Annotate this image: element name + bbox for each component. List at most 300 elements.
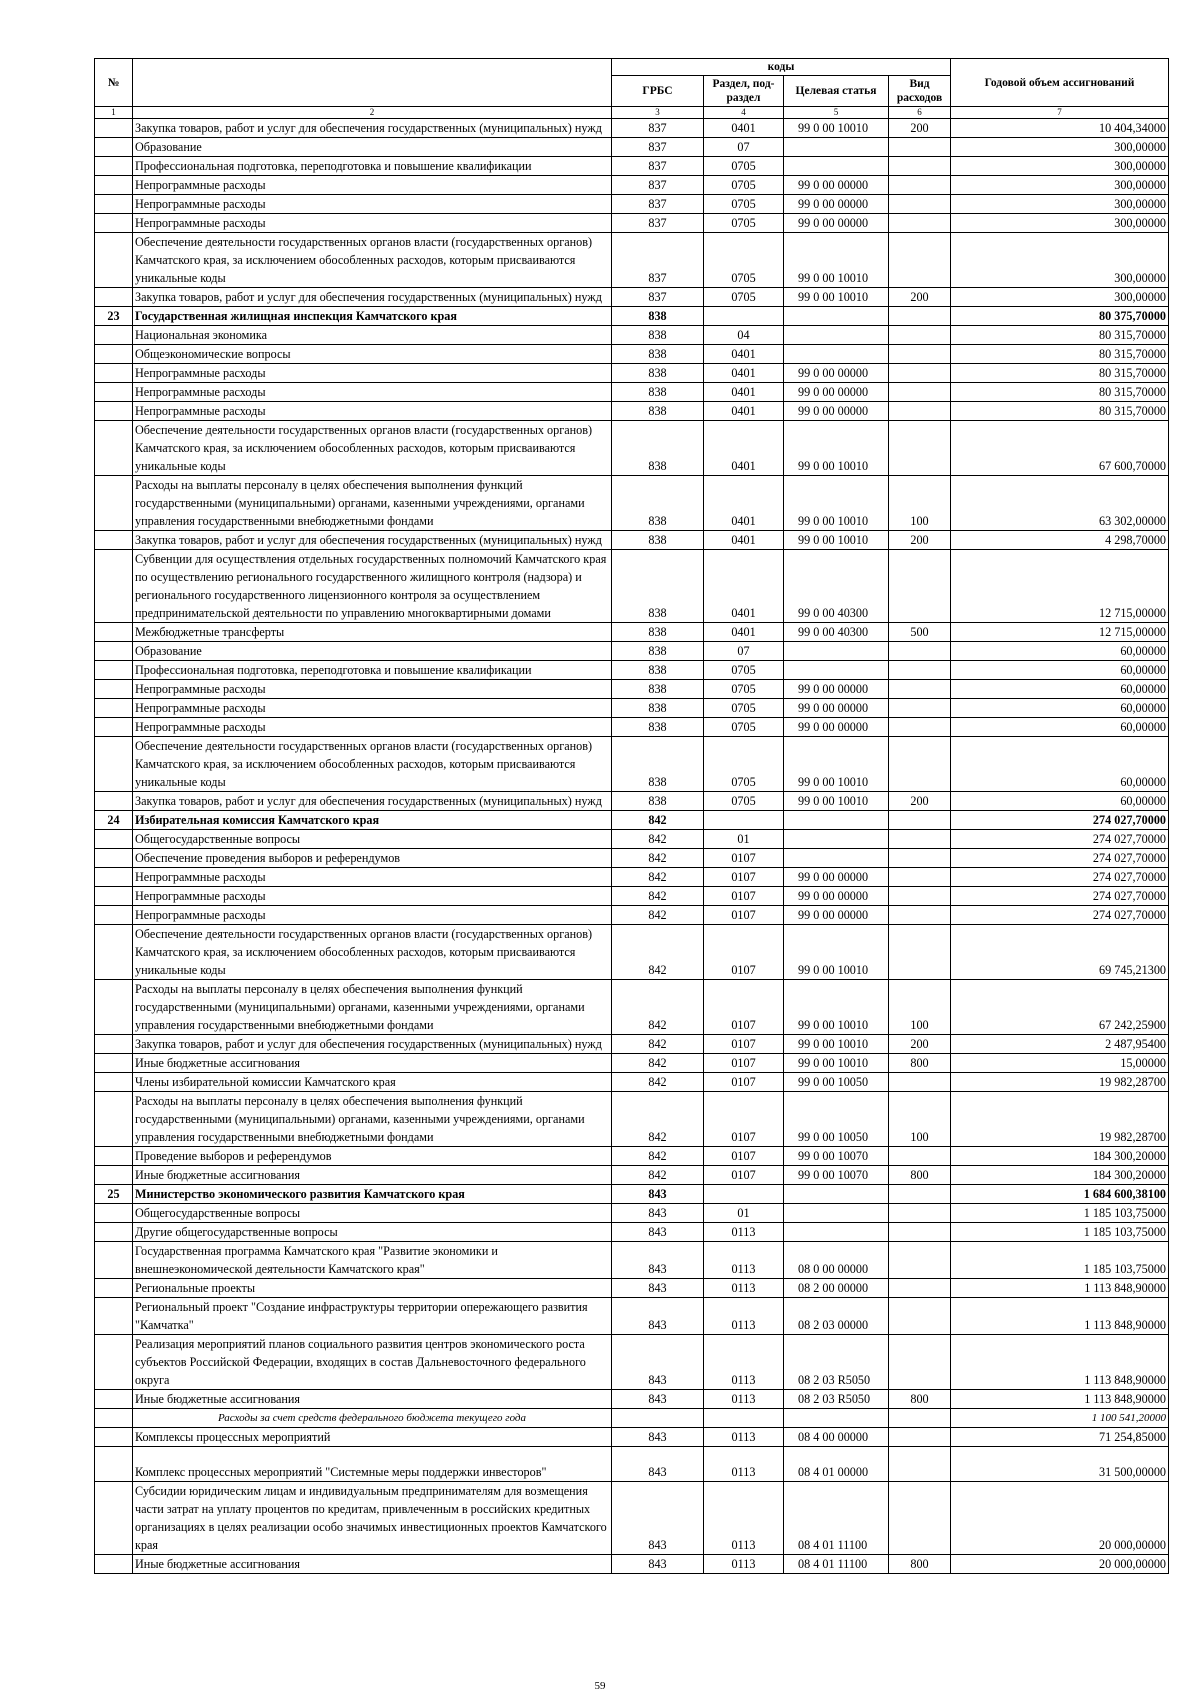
row-expense-type <box>889 421 951 476</box>
row-target-article <box>784 157 889 176</box>
row-razdel: 01 <box>704 830 784 849</box>
row-amount: 1 185 103,75000 <box>951 1204 1169 1223</box>
row-name: Непрограммные расходы <box>133 176 612 195</box>
row-expense-type <box>889 737 951 792</box>
row-target-article: 99 0 00 10010 <box>784 119 889 138</box>
row-target-article <box>784 661 889 680</box>
row-grbs: 838 <box>612 680 704 699</box>
row-expense-type <box>889 214 951 233</box>
column-number-row <box>95 107 1169 119</box>
row-target-article <box>784 830 889 849</box>
header-codes: коды <box>612 59 951 76</box>
table-row <box>95 1298 1169 1335</box>
row-razdel: 0705 <box>704 680 784 699</box>
row-razdel: 0401 <box>704 119 784 138</box>
row-grbs: 838 <box>612 476 704 531</box>
row-razdel: 0705 <box>704 176 784 195</box>
row-target-article: 99 0 00 40300 <box>784 550 889 623</box>
row-number: 25 <box>95 1185 133 1204</box>
row-name: Непрограммные расходы <box>133 699 612 718</box>
row-name: Непрограммные расходы <box>133 214 612 233</box>
row-target-article <box>784 1409 889 1428</box>
row-razdel: 0113 <box>704 1428 784 1447</box>
row-name: Государственная жилищная инспекция Камчатского края <box>133 307 612 326</box>
row-expense-type <box>889 138 951 157</box>
row-amount: 1 185 103,75000 <box>951 1223 1169 1242</box>
row-amount: 184 300,20000 <box>951 1147 1169 1166</box>
row-amount: 300,00000 <box>951 176 1169 195</box>
row-amount: 300,00000 <box>951 233 1169 288</box>
row-number <box>95 1166 133 1185</box>
row-name: Закупка товаров, работ и услуг для обеспечения государственных (муниципальных) нужд <box>133 792 612 811</box>
row-name: Закупка товаров, работ и услуг для обеспечения государственных (муниципальных) нужд <box>133 119 612 138</box>
table-row <box>95 1242 1169 1279</box>
col-number: 5 <box>784 107 889 119</box>
row-target-article <box>784 811 889 830</box>
row-grbs: 842 <box>612 1073 704 1092</box>
row-expense-type <box>889 1428 951 1447</box>
row-name: Общеэкономические вопросы <box>133 345 612 364</box>
row-razdel: 0113 <box>704 1223 784 1242</box>
row-target-article <box>784 326 889 345</box>
row-target-article: 99 0 00 10070 <box>784 1166 889 1185</box>
row-number <box>95 906 133 925</box>
row-name: Региональный проект "Создание инфраструктуры территории опережающего развития "Камчатка" <box>133 1298 612 1335</box>
budget-table-container <box>94 58 1168 1574</box>
row-grbs <box>612 1409 704 1428</box>
row-razdel: 0107 <box>704 1147 784 1166</box>
row-amount: 274 027,70000 <box>951 868 1169 887</box>
row-razdel: 0107 <box>704 1166 784 1185</box>
row-expense-type <box>889 849 951 868</box>
table-row <box>95 307 1169 326</box>
row-target-article <box>784 1185 889 1204</box>
row-number <box>95 623 133 642</box>
row-expense-type <box>889 1242 951 1279</box>
row-expense-type <box>889 642 951 661</box>
row-target-article: 99 0 00 10010 <box>784 1054 889 1073</box>
row-target-article: 08 2 00 00000 <box>784 1279 889 1298</box>
row-grbs: 838 <box>612 792 704 811</box>
row-number <box>95 288 133 307</box>
row-grbs: 838 <box>612 737 704 792</box>
row-expense-type <box>889 1447 951 1482</box>
row-target-article: 99 0 00 00000 <box>784 718 889 737</box>
row-razdel: 0113 <box>704 1447 784 1482</box>
row-grbs: 837 <box>612 214 704 233</box>
row-grbs: 843 <box>612 1223 704 1242</box>
row-number <box>95 1035 133 1054</box>
row-amount: 80 375,70000 <box>951 307 1169 326</box>
row-grbs: 843 <box>612 1428 704 1447</box>
table-row <box>95 1223 1169 1242</box>
row-number <box>95 792 133 811</box>
row-grbs: 837 <box>612 288 704 307</box>
row-target-article: 99 0 00 10010 <box>784 980 889 1035</box>
row-number <box>95 868 133 887</box>
row-razdel: 0107 <box>704 925 784 980</box>
col-number: 7 <box>951 107 1169 119</box>
row-name: Члены избирательной комиссии Камчатского края <box>133 1073 612 1092</box>
row-razdel: 0107 <box>704 849 784 868</box>
row-name: Иные бюджетные ассигнования <box>133 1390 612 1409</box>
row-amount: 60,00000 <box>951 642 1169 661</box>
table-row <box>95 1204 1169 1223</box>
row-target-article <box>784 345 889 364</box>
row-number <box>95 1555 133 1574</box>
row-number <box>95 1447 133 1482</box>
row-name: Расходы на выплаты персоналу в целях обеспечения выполнения функций государственными (муниципальными) органами, казенными учреждениями, органами управления государственными внебюджетными фондами <box>133 1092 612 1147</box>
row-amount: 71 254,85000 <box>951 1428 1169 1447</box>
row-target-article: 99 0 00 00000 <box>784 680 889 699</box>
row-name: Непрограммные расходы <box>133 195 612 214</box>
table-row <box>95 980 1169 1035</box>
table-row <box>95 383 1169 402</box>
row-target-article: 99 0 00 00000 <box>784 868 889 887</box>
row-name: Непрограммные расходы <box>133 718 612 737</box>
row-grbs: 837 <box>612 233 704 288</box>
row-target-article: 08 4 00 00000 <box>784 1428 889 1447</box>
row-expense-type: 800 <box>889 1555 951 1574</box>
row-expense-type <box>889 680 951 699</box>
row-number <box>95 1428 133 1447</box>
row-razdel: 0705 <box>704 699 784 718</box>
row-name: Образование <box>133 138 612 157</box>
row-number <box>95 476 133 531</box>
row-amount: 60,00000 <box>951 718 1169 737</box>
row-amount: 31 500,00000 <box>951 1447 1169 1482</box>
row-razdel: 0705 <box>704 233 784 288</box>
row-grbs: 843 <box>612 1555 704 1574</box>
row-number <box>95 849 133 868</box>
row-grbs: 838 <box>612 642 704 661</box>
row-name: Непрограммные расходы <box>133 887 612 906</box>
table-row <box>95 925 1169 980</box>
row-amount: 274 027,70000 <box>951 830 1169 849</box>
row-amount: 60,00000 <box>951 737 1169 792</box>
row-expense-type: 100 <box>889 980 951 1035</box>
row-razdel: 0401 <box>704 623 784 642</box>
row-grbs: 843 <box>612 1185 704 1204</box>
row-target-article: 99 0 00 00000 <box>784 364 889 383</box>
row-expense-type <box>889 1073 951 1092</box>
row-name: Образование <box>133 642 612 661</box>
row-razdel: 0107 <box>704 980 784 1035</box>
row-number <box>95 718 133 737</box>
table-row <box>95 421 1169 476</box>
page-number: 59 <box>594 1680 606 1692</box>
row-name: Другие общегосударственные вопросы <box>133 1223 612 1242</box>
row-expense-type <box>889 233 951 288</box>
row-number <box>95 119 133 138</box>
row-razdel: 0113 <box>704 1390 784 1409</box>
row-grbs: 838 <box>612 307 704 326</box>
row-expense-type: 200 <box>889 792 951 811</box>
table-row <box>95 1447 1169 1482</box>
row-number <box>95 1204 133 1223</box>
row-expense-type: 100 <box>889 476 951 531</box>
table-row <box>95 1335 1169 1390</box>
row-number <box>95 195 133 214</box>
row-razdel: 0107 <box>704 1035 784 1054</box>
row-expense-type: 200 <box>889 119 951 138</box>
row-grbs: 838 <box>612 421 704 476</box>
row-target-article: 99 0 00 00000 <box>784 195 889 214</box>
table-row <box>95 887 1169 906</box>
row-amount: 1 113 848,90000 <box>951 1298 1169 1335</box>
row-number <box>95 980 133 1035</box>
row-amount: 69 745,21300 <box>951 925 1169 980</box>
row-target-article <box>784 1204 889 1223</box>
row-number <box>95 1279 133 1298</box>
row-name: Общегосударственные вопросы <box>133 830 612 849</box>
row-amount: 19 982,28700 <box>951 1073 1169 1092</box>
row-amount: 300,00000 <box>951 138 1169 157</box>
header-name <box>133 59 612 107</box>
row-amount: 20 000,00000 <box>951 1482 1169 1555</box>
table-row <box>95 176 1169 195</box>
row-razdel: 0113 <box>704 1482 784 1555</box>
row-amount: 10 404,34000 <box>951 119 1169 138</box>
row-expense-type <box>889 906 951 925</box>
row-name: Министерство экономического развития Камчатского края <box>133 1185 612 1204</box>
row-grbs: 842 <box>612 1147 704 1166</box>
row-name: Непрограммные расходы <box>133 402 612 421</box>
row-number <box>95 1482 133 1555</box>
row-grbs: 837 <box>612 119 704 138</box>
row-razdel: 0107 <box>704 1073 784 1092</box>
row-grbs: 837 <box>612 176 704 195</box>
row-target-article: 99 0 00 10010 <box>784 1035 889 1054</box>
table-row <box>95 326 1169 345</box>
row-amount: 80 315,70000 <box>951 402 1169 421</box>
row-expense-type <box>889 699 951 718</box>
row-amount: 67 600,70000 <box>951 421 1169 476</box>
row-amount: 60,00000 <box>951 792 1169 811</box>
header-vid: Вид расходов <box>889 76 951 107</box>
row-name: Региональные проекты <box>133 1279 612 1298</box>
row-amount: 80 315,70000 <box>951 326 1169 345</box>
row-name: Субвенции для осуществления отдельных государственных полномочий Камчатского края по осуществлению регионального государственного жилищного контроля (надзора) и регионального государственного лицензионного контроля за осуществлением предпринимательской деятельности по управлению многоквартирными домами <box>133 550 612 623</box>
row-name: Проведение выборов и референдумов <box>133 1147 612 1166</box>
row-expense-type <box>889 1335 951 1390</box>
row-number <box>95 737 133 792</box>
row-amount: 1 113 848,90000 <box>951 1390 1169 1409</box>
table-row <box>95 680 1169 699</box>
row-razdel: 0107 <box>704 1092 784 1147</box>
row-name: Общегосударственные вопросы <box>133 1204 612 1223</box>
row-target-article: 08 4 01 11100 <box>784 1555 889 1574</box>
row-expense-type <box>889 364 951 383</box>
row-name: Межбюджетные трансферты <box>133 623 612 642</box>
row-razdel: 0401 <box>704 531 784 550</box>
row-amount: 300,00000 <box>951 157 1169 176</box>
row-number <box>95 1242 133 1279</box>
row-number <box>95 1335 133 1390</box>
table-row <box>95 718 1169 737</box>
row-amount: 4 298,70000 <box>951 531 1169 550</box>
row-grbs: 837 <box>612 195 704 214</box>
row-target-article: 99 0 00 10050 <box>784 1092 889 1147</box>
row-name: Обеспечение деятельности государственных органов власти (государственных органов) Камчатского края, за исключением обособленных расходов, которым присваиваются уникальные коды <box>133 925 612 980</box>
row-razdel: 0401 <box>704 383 784 402</box>
row-grbs: 842 <box>612 1054 704 1073</box>
row-razdel <box>704 1185 784 1204</box>
table-row <box>95 642 1169 661</box>
header-no: № <box>95 59 133 107</box>
row-name: Непрограммные расходы <box>133 383 612 402</box>
row-grbs: 843 <box>612 1390 704 1409</box>
table-row <box>95 830 1169 849</box>
row-expense-type: 500 <box>889 623 951 642</box>
col-number: 4 <box>704 107 784 119</box>
row-razdel: 0401 <box>704 421 784 476</box>
row-expense-type <box>889 830 951 849</box>
header-celevaya: Целевая статья <box>784 76 889 107</box>
header-volume: Годовой объем ассигнований <box>951 59 1169 107</box>
row-amount: 1 185 103,75000 <box>951 1242 1169 1279</box>
row-razdel: 0705 <box>704 157 784 176</box>
row-name: Государственная программа Камчатского края "Развитие экономики и внешнеэкономической деятельности Камчатского края" <box>133 1242 612 1279</box>
row-name: Иные бюджетные ассигнования <box>133 1555 612 1574</box>
row-expense-type <box>889 176 951 195</box>
row-name: Избирательная комиссия Камчатского края <box>133 811 612 830</box>
table-row <box>95 1035 1169 1054</box>
row-name: Закупка товаров, работ и услуг для обеспечения государственных (муниципальных) нужд <box>133 531 612 550</box>
row-name: Субсидии юридическим лицам и индивидуальным предпринимателям для возмещения части затрат на уплату процентов по кредитам, привлеченным в российских кредитных организациях в целях реализации особо значимых инвестиционных проектов Камчатского края <box>133 1482 612 1555</box>
row-target-article: 99 0 00 10010 <box>784 737 889 792</box>
budget-table <box>94 58 1169 1574</box>
row-razdel: 0113 <box>704 1279 784 1298</box>
col-number: 6 <box>889 107 951 119</box>
table-body <box>95 119 1169 1574</box>
table-row <box>95 1185 1169 1204</box>
row-amount: 80 315,70000 <box>951 364 1169 383</box>
row-razdel: 0107 <box>704 887 784 906</box>
row-name: Расходы на выплаты персоналу в целях обеспечения выполнения функций государственными (муниципальными) органами, казенными учреждениями, органами управления государственными внебюджетными фондами <box>133 476 612 531</box>
table-row <box>95 138 1169 157</box>
row-number <box>95 1147 133 1166</box>
row-amount: 12 715,00000 <box>951 550 1169 623</box>
row-target-article <box>784 1223 889 1242</box>
row-razdel: 0401 <box>704 402 784 421</box>
row-target-article: 08 2 03 00000 <box>784 1298 889 1335</box>
header-grbs: ГРБС <box>612 76 704 107</box>
row-grbs: 838 <box>612 550 704 623</box>
row-target-article: 99 0 00 00000 <box>784 214 889 233</box>
table-row <box>95 849 1169 868</box>
row-grbs: 843 <box>612 1335 704 1390</box>
row-expense-type: 800 <box>889 1390 951 1409</box>
row-expense-type: 800 <box>889 1054 951 1073</box>
row-expense-type <box>889 1409 951 1428</box>
table-row <box>95 119 1169 138</box>
row-number <box>95 1223 133 1242</box>
row-amount: 60,00000 <box>951 699 1169 718</box>
row-amount: 184 300,20000 <box>951 1166 1169 1185</box>
row-name: Комплекс процессных мероприятий "Системные меры поддержки инвесторов" <box>133 1447 612 1482</box>
row-number <box>95 680 133 699</box>
row-expense-type <box>889 307 951 326</box>
row-number <box>95 550 133 623</box>
row-target-article: 99 0 00 10010 <box>784 288 889 307</box>
row-grbs: 838 <box>612 661 704 680</box>
row-expense-type <box>889 661 951 680</box>
row-razdel: 0705 <box>704 195 784 214</box>
row-amount: 1 100 541,20000 <box>951 1409 1169 1428</box>
table-row <box>95 792 1169 811</box>
row-name: Непрограммные расходы <box>133 680 612 699</box>
row-grbs: 842 <box>612 925 704 980</box>
row-target-article: 99 0 00 10010 <box>784 531 889 550</box>
table-row <box>95 1279 1169 1298</box>
row-target-article: 99 0 00 10010 <box>784 421 889 476</box>
row-number <box>95 214 133 233</box>
row-razdel: 0705 <box>704 288 784 307</box>
row-target-article <box>784 138 889 157</box>
row-razdel: 0705 <box>704 214 784 233</box>
row-grbs: 842 <box>612 1166 704 1185</box>
row-grbs: 842 <box>612 1092 704 1147</box>
row-expense-type <box>889 1204 951 1223</box>
row-razdel: 04 <box>704 326 784 345</box>
row-razdel <box>704 811 784 830</box>
table-row <box>95 906 1169 925</box>
table-row <box>95 195 1169 214</box>
row-target-article: 99 0 00 00000 <box>784 383 889 402</box>
row-amount: 274 027,70000 <box>951 887 1169 906</box>
table-row <box>95 157 1169 176</box>
row-number: 24 <box>95 811 133 830</box>
table-row <box>95 1482 1169 1555</box>
row-grbs: 842 <box>612 980 704 1035</box>
row-number <box>95 1409 133 1428</box>
row-grbs: 838 <box>612 364 704 383</box>
row-amount: 20 000,00000 <box>951 1555 1169 1574</box>
row-name: Комплексы процессных мероприятий <box>133 1428 612 1447</box>
row-number <box>95 830 133 849</box>
row-number <box>95 345 133 364</box>
row-expense-type: 800 <box>889 1166 951 1185</box>
row-expense-type <box>889 326 951 345</box>
row-number: 23 <box>95 307 133 326</box>
row-name: Непрограммные расходы <box>133 868 612 887</box>
row-target-article: 08 4 01 11100 <box>784 1482 889 1555</box>
row-razdel: 0107 <box>704 868 784 887</box>
row-razdel: 0705 <box>704 661 784 680</box>
row-grbs: 843 <box>612 1204 704 1223</box>
row-razdel: 0113 <box>704 1555 784 1574</box>
row-razdel: 0705 <box>704 792 784 811</box>
row-number <box>95 157 133 176</box>
row-amount: 80 315,70000 <box>951 345 1169 364</box>
row-target-article: 99 0 00 10070 <box>784 1147 889 1166</box>
table-row <box>95 214 1169 233</box>
row-amount: 274 027,70000 <box>951 849 1169 868</box>
row-grbs: 843 <box>612 1447 704 1482</box>
row-amount: 80 315,70000 <box>951 383 1169 402</box>
row-name: Реализация мероприятий планов социального развития центров экономического роста субъектов Российской Федерации, входящих в состав Дальневосточного федерального округа <box>133 1335 612 1390</box>
row-expense-type <box>889 1298 951 1335</box>
row-razdel: 07 <box>704 138 784 157</box>
row-expense-type <box>889 1482 951 1555</box>
row-grbs: 838 <box>612 531 704 550</box>
table-row <box>95 868 1169 887</box>
row-grbs: 843 <box>612 1298 704 1335</box>
row-number <box>95 925 133 980</box>
row-expense-type: 200 <box>889 288 951 307</box>
row-razdel: 0705 <box>704 718 784 737</box>
